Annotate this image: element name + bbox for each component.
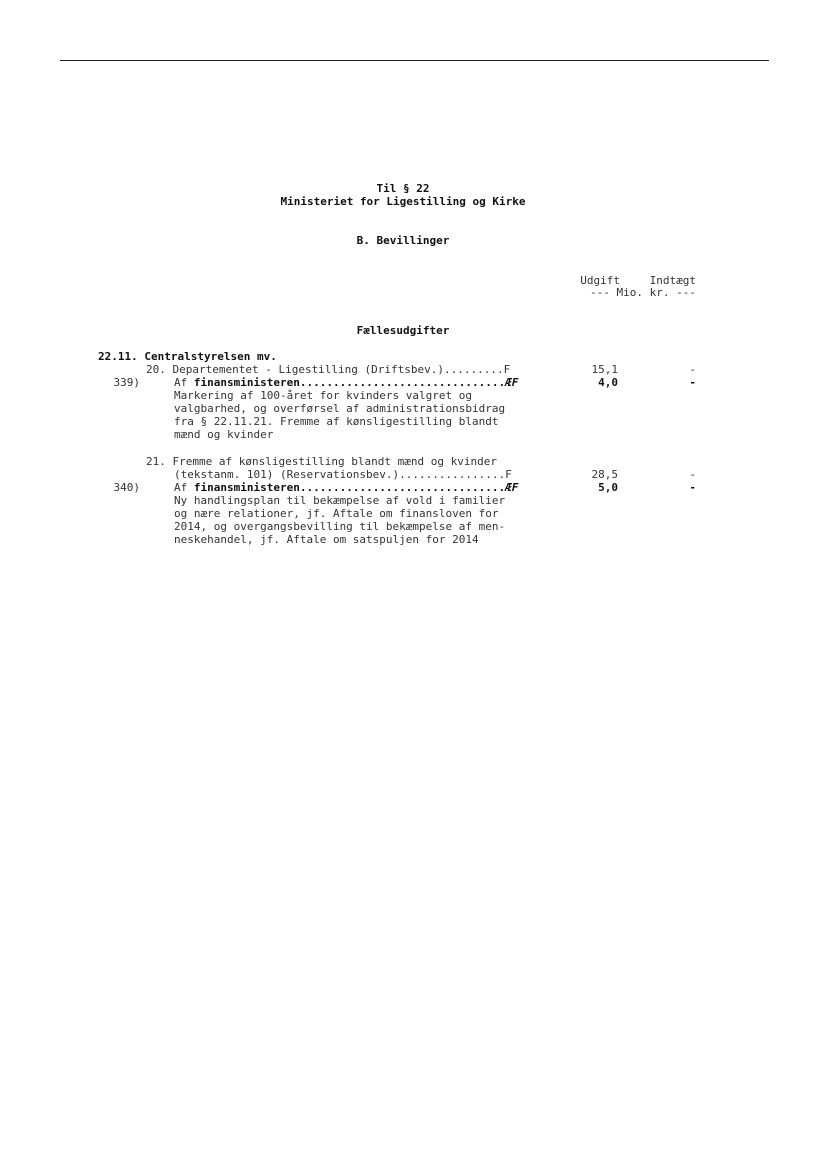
column-header-units: --- Mio. kr. --- <box>590 286 696 299</box>
subtitle: B. Bevillinger <box>356 234 450 247</box>
item-main-income: - <box>689 468 696 481</box>
item-description-line: valgbarhed, og overførsel af administrationsbidrag <box>174 402 506 415</box>
item-main-amount: 15,1 <box>591 363 618 376</box>
item-main-line-continued: (tekstanm. 101) (Reservationsbev.)................F <box>174 468 512 481</box>
sub-code: ÆF <box>505 481 519 494</box>
account-name: Centralstyrelsen mv. <box>144 350 277 363</box>
item-description-line: fra § 22.11.21. Fremme af kønsligestilling blandt <box>174 415 499 428</box>
item-main-line: 21. Fremme af kønsligestilling blandt mænd og kvinder <box>146 455 497 468</box>
item-sub-amount: 5,0 <box>598 481 618 494</box>
item-reference: 339) <box>113 376 140 389</box>
sub-prefix: Af <box>174 481 194 494</box>
item-main-amount: 28,5 <box>591 468 618 481</box>
item-description-line: og nære relationer, jf. Aftale om finansloven for <box>174 507 499 520</box>
item-sub-amount: 4,0 <box>598 376 618 389</box>
item-description-line: neskehandel, jf. Aftale om satspuljen for 2014 <box>174 533 479 546</box>
column-header-income: Indtægt <box>649 274 696 287</box>
item-description-line: Ny handlingsplan til bekæmpelse af vold i familier <box>174 494 506 507</box>
ministry-title: Ministeriet for Ligestilling og Kirke <box>280 195 526 208</box>
item-sub-line <box>174 481 518 494</box>
item-sub-income: - <box>689 376 696 389</box>
sub-code: ÆF <box>505 376 519 389</box>
sub-dots: ............................... <box>299 481 506 494</box>
item-sub-line <box>174 376 518 389</box>
sub-dots: ............................... <box>299 376 506 389</box>
sub-minister: finansministeren <box>193 376 300 389</box>
item-main-income: - <box>689 363 696 376</box>
item-description-line: 2014, og overgangsbevilling til bekæmpelse af men- <box>174 520 506 533</box>
item-description-line: mænd og kvinder <box>174 428 274 441</box>
section-title: Fællesudgifter <box>356 324 450 337</box>
account-code: 22.11. <box>98 350 138 363</box>
item-description-line: Markering af 100-året for kvinders valgret og <box>174 389 473 402</box>
sub-minister: finansministeren <box>193 481 300 494</box>
header-rule <box>60 60 769 61</box>
paragraph-title: Til § 22 <box>376 182 430 195</box>
item-main-line: 20. Departementet - Ligestilling (Driftsbev.).........F <box>146 363 511 376</box>
item-sub-income: - <box>689 481 696 494</box>
account-heading <box>98 350 277 363</box>
item-reference: 340) <box>113 481 140 494</box>
column-header-expense: Udgift <box>580 274 620 287</box>
sub-prefix: Af <box>174 376 194 389</box>
